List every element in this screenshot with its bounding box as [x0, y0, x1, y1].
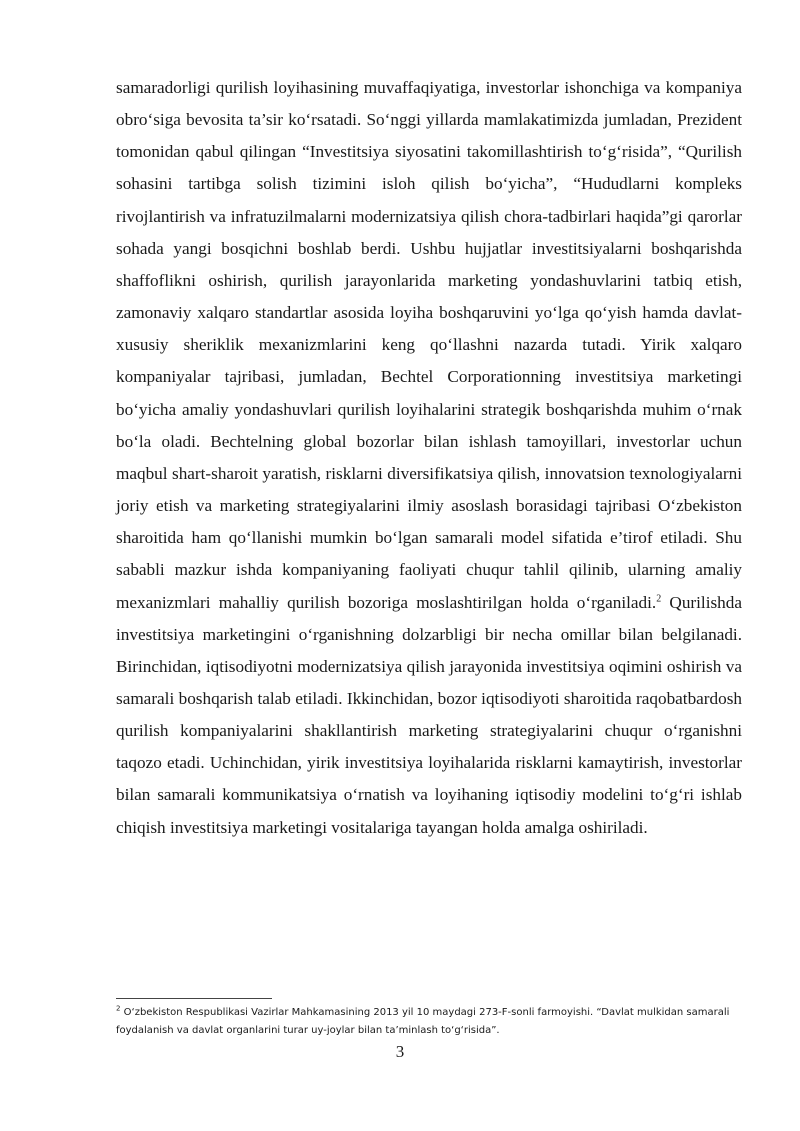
body-paragraph — [116, 72, 742, 844]
paragraph-text-part-2: Qurilishda investitsiya marketingini o‘rganishning dolzarbligi bir necha omillar bilan belgilanadi. Birinchidan, iqtisodiyotni modernizatsiya qilish jarayonida investitsiya oqimini oshirish va samarali boshqarish talab etiladi. Ikkinchidan, bozor iqtisodiyoti sharoitida raqobatbardosh qurilish kompaniyalarini shakllantirish marketing strategiyalarini chuqur o‘rganishni taqozo etadi. Uchinchidan, yirik investitsiya loyihalarida risklarni kamaytirish, investorlar bilan samarali kommunikatsiya o‘rnatish va loyihaning iqtisodiy modelini to‘g‘ri ishlab chiqish investitsiya marketingi vositalariga tayangan holda amalga oshiriladi. — [116, 592, 742, 837]
footnote-separator — [116, 998, 272, 999]
footnote-text: O‘zbekiston Respublikasi Vazirlar Mahkamasining 2013 yil 10 maydagi 273-F-sonli farmoyishi. “Davlat mulkidan samarali foydalanish va davlat organlarini turar uy-joylar bilan ta’minlash to‘g‘risida”. — [116, 1007, 730, 1036]
footnote-number: 2 — [116, 1004, 121, 1013]
paragraph-text-part-1: samaradorligi qurilish loyihasining muvaffaqiyatiga, investorlar ishonchiga va kompaniya obro‘siga bevosita ta’sir ko‘rsatadi. So‘nggi yillarda mamlakatimizda jumladan, Prezident tomonidan qabul qilingan “Investitsiya siyosatini takomillashtirish to‘g‘risida”, “Qurilish sohasini tartibga solish tizimini isloh qilish bo‘yicha”, “Hududlarni kompleks rivojlantirish va infratuzilmalarni modernizatsiya qilish chora-tadbirlari haqida”gi qarorlar sohada yangi bosqichni boshlab berdi. Ushbu hujjatlar investitsiyalarni boshqarishda shaffoflikni oshirish, qurilish jarayonlarida marketing yondashuvlarini tatbiq etish, zamonaviy xalqaro standartlar asosida loyiha boshqaruvini yo‘lga qo‘yish hamda davlat-xususiy sheriklik mexanizmlarini keng qo‘llashni nazarda tutadi. Yirik xalqaro kompaniyalar tajribasi, jumladan, Bechtel Corporationning investitsiya marketingi bo‘yicha amaliy yondashuvlari qurilish loyihalarini strategik boshqarishda muhim o‘rnak bo‘la oladi. Bechtelning global bozorlar bilan ishlash tamoyillari, investorlar uchun maqbul shart-sharoit yaratish, risklarni diversifikatsiya qilish, innovatsion texnologiyalarni joriy etish va marketing strategiyalarini ilmiy asoslash borasidagi tajribasi O‘zbekiston sharoitida ham qo‘llanishi mumkin bo‘lgan samarali model sifatida e’tirof etiladi. Shu sababli mazkur ishda kompaniyaning faoliyati chuqur tahlil qilinib, ularning amaliy mexanizmlari mahalliy qurilish bozoriga moslashtirilgan holda o‘rganiladi. — [116, 78, 742, 612]
footnote-reference[interactable]: 2 — [656, 592, 662, 604]
footnote — [116, 1004, 742, 1040]
page-number: 3 — [395, 1042, 405, 1061]
